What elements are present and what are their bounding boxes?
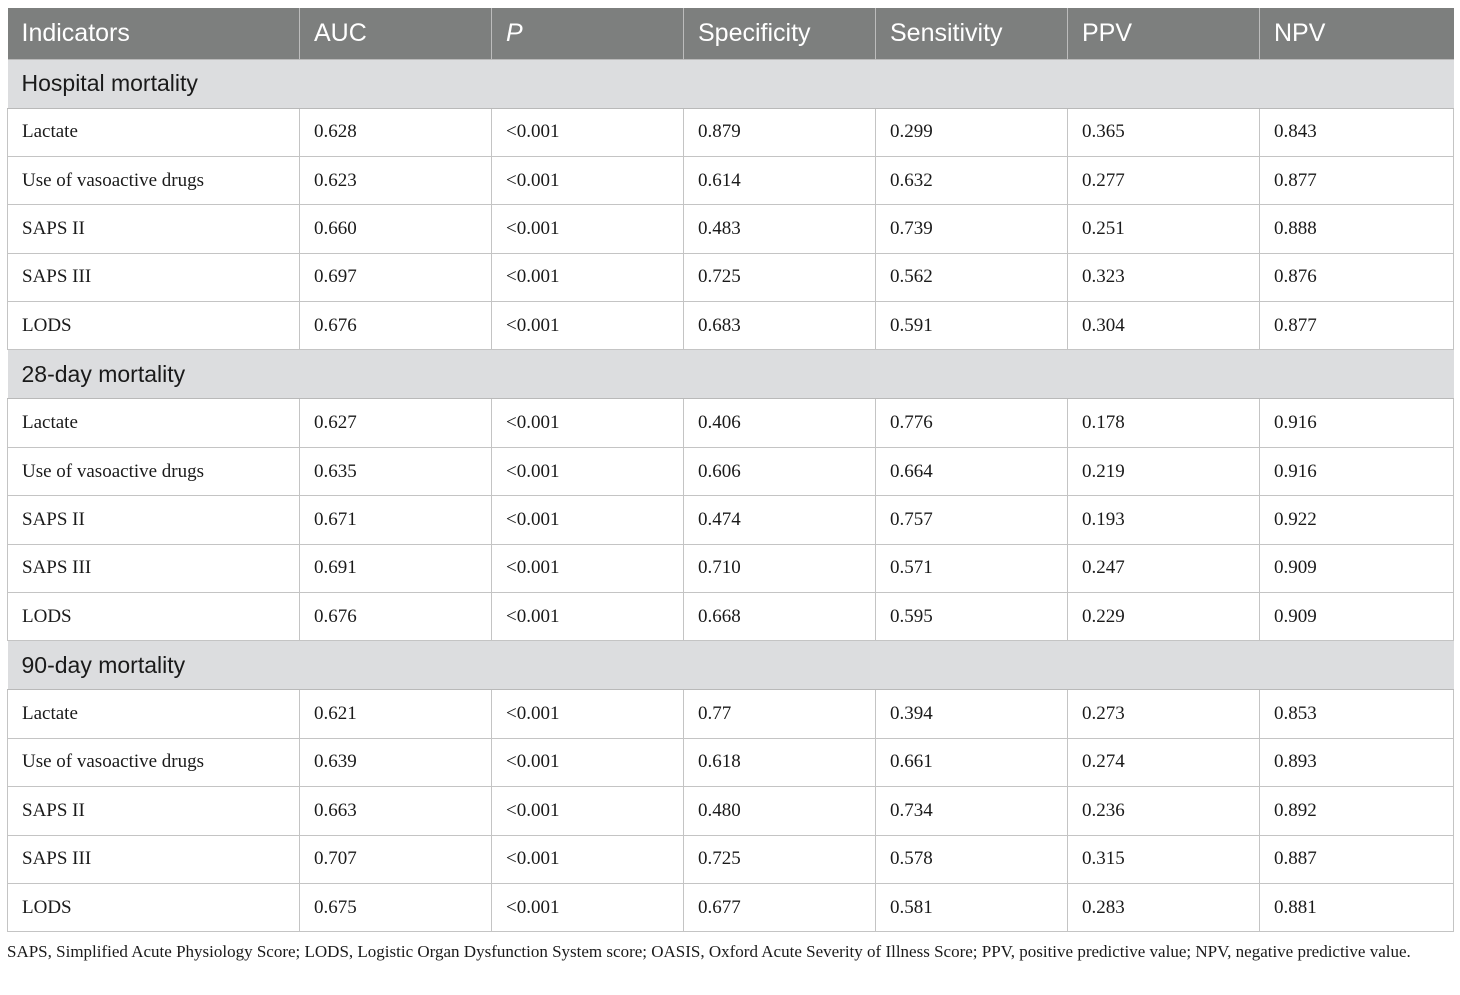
- cell-specificity: 0.683: [684, 302, 876, 350]
- section-row: [8, 350, 1454, 399]
- cell-indicator: Use of vasoactive drugs: [8, 738, 300, 786]
- cell-auc: 0.627: [300, 399, 492, 447]
- section-row: [8, 59, 1454, 108]
- cell-p-value: <0.001: [492, 835, 684, 883]
- cell-sensitivity: 0.394: [876, 690, 1068, 738]
- cell-p-value: <0.001: [492, 593, 684, 641]
- cell-specificity: 0.677: [684, 883, 876, 931]
- cell-npv: 0.893: [1260, 738, 1454, 786]
- cell-ppv: 0.323: [1068, 253, 1260, 301]
- cell-auc: 0.671: [300, 496, 492, 544]
- cell-ppv: 0.365: [1068, 108, 1260, 156]
- cell-indicator: SAPS II: [8, 205, 300, 253]
- cell-p-value: <0.001: [492, 690, 684, 738]
- results-table: [7, 8, 1454, 932]
- results-table-container: [7, 8, 1453, 932]
- table-footnote: SAPS, Simplified Acute Physiology Score; LODS, Logistic Organ Dysfunction System score; OASIS, Oxford Acute Severity of Illness Score; PPV, positive predictive value; NPV, negative predictive value.: [7, 942, 1411, 961]
- cell-indicator: SAPS III: [8, 835, 300, 883]
- cell-indicator: Lactate: [8, 690, 300, 738]
- table-row: [8, 690, 1454, 738]
- cell-auc: 0.675: [300, 883, 492, 931]
- cell-npv: 0.877: [1260, 156, 1454, 204]
- header-p: P: [492, 8, 684, 59]
- table-row: [8, 787, 1454, 835]
- cell-specificity: 0.474: [684, 496, 876, 544]
- cell-indicator: Lactate: [8, 108, 300, 156]
- cell-auc: 0.660: [300, 205, 492, 253]
- cell-npv: 0.916: [1260, 399, 1454, 447]
- cell-npv: 0.922: [1260, 496, 1454, 544]
- table-row: [8, 544, 1454, 592]
- cell-p-value: <0.001: [492, 544, 684, 592]
- table-row: [8, 593, 1454, 641]
- cell-auc: 0.676: [300, 593, 492, 641]
- cell-sensitivity: 0.664: [876, 447, 1068, 495]
- cell-auc: 0.628: [300, 108, 492, 156]
- cell-indicator: Use of vasoactive drugs: [8, 156, 300, 204]
- cell-specificity: 0.614: [684, 156, 876, 204]
- cell-p-value: <0.001: [492, 253, 684, 301]
- cell-indicator: Use of vasoactive drugs: [8, 447, 300, 495]
- cell-npv: 0.909: [1260, 593, 1454, 641]
- cell-ppv: 0.193: [1068, 496, 1260, 544]
- cell-indicator: LODS: [8, 593, 300, 641]
- cell-ppv: 0.251: [1068, 205, 1260, 253]
- cell-auc: 0.663: [300, 787, 492, 835]
- table-row: [8, 447, 1454, 495]
- cell-npv: 0.876: [1260, 253, 1454, 301]
- cell-indicator: LODS: [8, 883, 300, 931]
- cell-p-value: <0.001: [492, 302, 684, 350]
- cell-p-value: <0.001: [492, 108, 684, 156]
- header-npv: NPV: [1260, 8, 1454, 59]
- section-title: 90-day mortality: [8, 641, 1454, 690]
- cell-npv: 0.843: [1260, 108, 1454, 156]
- cell-auc: 0.635: [300, 447, 492, 495]
- cell-indicator: SAPS III: [8, 253, 300, 301]
- cell-npv: 0.888: [1260, 205, 1454, 253]
- cell-auc: 0.639: [300, 738, 492, 786]
- cell-p-value: <0.001: [492, 156, 684, 204]
- cell-sensitivity: 0.299: [876, 108, 1068, 156]
- cell-sensitivity: 0.581: [876, 883, 1068, 931]
- cell-ppv: 0.283: [1068, 883, 1260, 931]
- section-title: 28-day mortality: [8, 350, 1454, 399]
- cell-sensitivity: 0.739: [876, 205, 1068, 253]
- cell-indicator: SAPS III: [8, 544, 300, 592]
- table-row: [8, 399, 1454, 447]
- cell-sensitivity: 0.661: [876, 738, 1068, 786]
- cell-ppv: 0.304: [1068, 302, 1260, 350]
- section-title: Hospital mortality: [8, 59, 1454, 108]
- cell-ppv: 0.247: [1068, 544, 1260, 592]
- cell-specificity: 0.710: [684, 544, 876, 592]
- cell-npv: 0.892: [1260, 787, 1454, 835]
- table-row: [8, 496, 1454, 544]
- cell-sensitivity: 0.562: [876, 253, 1068, 301]
- cell-specificity: 0.725: [684, 253, 876, 301]
- section-row: [8, 641, 1454, 690]
- cell-sensitivity: 0.734: [876, 787, 1068, 835]
- cell-specificity: 0.77: [684, 690, 876, 738]
- table-header-row: [8, 8, 1454, 59]
- table-row: [8, 883, 1454, 931]
- header-auc: AUC: [300, 8, 492, 59]
- cell-specificity: 0.725: [684, 835, 876, 883]
- cell-specificity: 0.606: [684, 447, 876, 495]
- cell-sensitivity: 0.757: [876, 496, 1068, 544]
- header-ppv: PPV: [1068, 8, 1260, 59]
- table-row: [8, 253, 1454, 301]
- cell-p-value: <0.001: [492, 205, 684, 253]
- cell-npv: 0.853: [1260, 690, 1454, 738]
- table-row: [8, 205, 1454, 253]
- cell-ppv: 0.178: [1068, 399, 1260, 447]
- header-indicators: Indicators: [8, 8, 300, 59]
- cell-specificity: 0.618: [684, 738, 876, 786]
- cell-ppv: 0.277: [1068, 156, 1260, 204]
- cell-ppv: 0.229: [1068, 593, 1260, 641]
- cell-sensitivity: 0.776: [876, 399, 1068, 447]
- cell-ppv: 0.273: [1068, 690, 1260, 738]
- cell-indicator: Lactate: [8, 399, 300, 447]
- table-row: [8, 156, 1454, 204]
- cell-p-value: <0.001: [492, 399, 684, 447]
- cell-specificity: 0.668: [684, 593, 876, 641]
- table-row: [8, 302, 1454, 350]
- header-sensitivity: Sensitivity: [876, 8, 1068, 59]
- cell-auc: 0.697: [300, 253, 492, 301]
- table-row: [8, 835, 1454, 883]
- cell-npv: 0.887: [1260, 835, 1454, 883]
- table-row: [8, 108, 1454, 156]
- cell-p-value: <0.001: [492, 883, 684, 931]
- cell-npv: 0.877: [1260, 302, 1454, 350]
- cell-sensitivity: 0.595: [876, 593, 1068, 641]
- cell-indicator: SAPS II: [8, 496, 300, 544]
- cell-p-value: <0.001: [492, 738, 684, 786]
- table-body: [8, 59, 1454, 932]
- cell-sensitivity: 0.578: [876, 835, 1068, 883]
- cell-npv: 0.881: [1260, 883, 1454, 931]
- cell-auc: 0.707: [300, 835, 492, 883]
- cell-ppv: 0.315: [1068, 835, 1260, 883]
- cell-sensitivity: 0.632: [876, 156, 1068, 204]
- cell-sensitivity: 0.571: [876, 544, 1068, 592]
- cell-p-value: <0.001: [492, 496, 684, 544]
- cell-specificity: 0.879: [684, 108, 876, 156]
- cell-indicator: LODS: [8, 302, 300, 350]
- cell-npv: 0.916: [1260, 447, 1454, 495]
- cell-auc: 0.676: [300, 302, 492, 350]
- cell-p-value: <0.001: [492, 447, 684, 495]
- cell-ppv: 0.219: [1068, 447, 1260, 495]
- cell-auc: 0.621: [300, 690, 492, 738]
- cell-indicator: SAPS II: [8, 787, 300, 835]
- cell-ppv: 0.274: [1068, 738, 1260, 786]
- cell-specificity: 0.406: [684, 399, 876, 447]
- cell-p-value: <0.001: [492, 787, 684, 835]
- cell-auc: 0.691: [300, 544, 492, 592]
- table-row: [8, 738, 1454, 786]
- cell-auc: 0.623: [300, 156, 492, 204]
- cell-specificity: 0.480: [684, 787, 876, 835]
- cell-ppv: 0.236: [1068, 787, 1260, 835]
- header-specificity: Specificity: [684, 8, 876, 59]
- cell-sensitivity: 0.591: [876, 302, 1068, 350]
- cell-specificity: 0.483: [684, 205, 876, 253]
- cell-npv: 0.909: [1260, 544, 1454, 592]
